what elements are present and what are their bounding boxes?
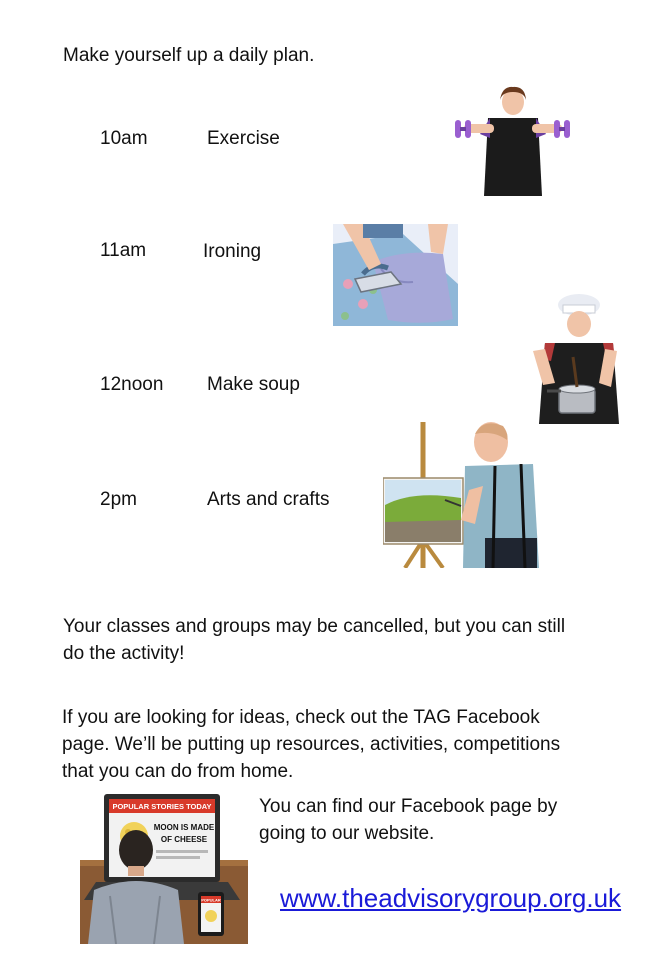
- phone-label: POPULAR: [201, 897, 221, 903]
- intro-text: Make yourself up a daily plan.: [63, 45, 315, 66]
- schedule-activity: Arts and crafts: [207, 489, 330, 510]
- exercise-person-icon: [450, 86, 575, 196]
- ironing-icon: [333, 224, 458, 326]
- laptop-news-icon: [80, 792, 248, 944]
- ideas-line: that you can do from home.: [62, 761, 294, 782]
- classes-note-line: Your classes and groups may be cancelled, but you can still: [63, 616, 566, 637]
- laptop-headline-2: OF CHEESE: [160, 835, 208, 844]
- cooking-person-icon: [525, 291, 622, 424]
- schedule-time: 10am: [100, 128, 148, 149]
- schedule-time: 11am: [100, 240, 147, 261]
- website-link[interactable]: www.theadvisorygroup.org.uk: [280, 883, 622, 913]
- schedule-activity: Exercise: [207, 128, 280, 149]
- ideas-line: page. We’ll be putting up resources, activities, competitions: [62, 734, 561, 755]
- laptop-headline-1: MOON IS MADE: [153, 823, 215, 832]
- ideas-line: If you are looking for ideas, check out the TAG Facebook: [62, 707, 540, 728]
- painting-person-icon: [383, 420, 541, 568]
- schedule-activity: Make soup: [207, 374, 300, 395]
- schedule-time: 12noon: [100, 374, 164, 395]
- facebook-text-line: You can find our Facebook page by: [259, 796, 558, 817]
- schedule-time: 2pm: [100, 489, 137, 510]
- classes-note-line: do the activity!: [63, 643, 185, 664]
- facebook-text-line: going to our website.: [259, 823, 435, 844]
- laptop-header-text: POPULAR STORIES TODAY: [112, 802, 212, 811]
- schedule-activity: Ironing: [203, 241, 262, 262]
